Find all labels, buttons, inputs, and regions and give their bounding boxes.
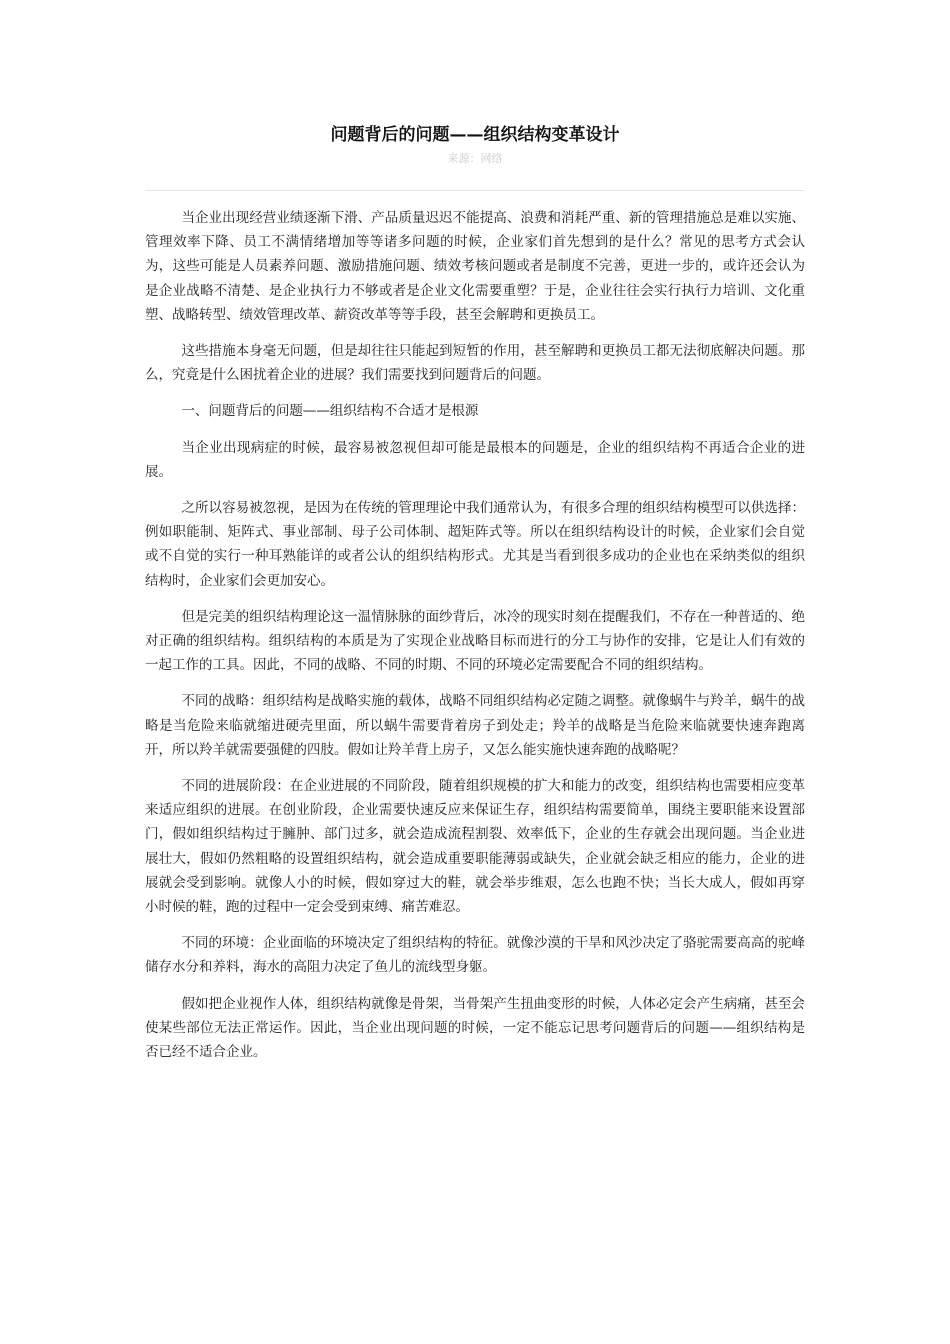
paragraph: 但是完美的组织结构理论这一温情脉脉的面纱背后，冰冷的现实时刻在提醒我们，不存在一种普适的、绝对正确的组织结构。组织结构的本质是为了实现企业战略目标而进行的分工与协作的安排，它是让人们有效的一起工作的工具。因此，不同的战略、不同的时期、不同的环境必定需要配合不同的组织结构。 — [145, 608, 805, 674]
article-source: 来源：网络 — [447, 152, 503, 165]
paragraph: 假如把企业视作人体，组织结构就像是骨架，当骨架产生扭曲变形的时候，人体必定会产生病痛，甚至会使某些部位无法正常运作。因此，当企业出现问题的时候，一定不能忘记思考问题背后的问题——组织结构是否已经不适合企业。 — [145, 995, 805, 1061]
article-body — [145, 206, 805, 1076]
paragraph: 这些措施本身毫无问题，但是却往往只能起到短暂的作用，甚至解聘和更换员工都无法彻底解决问题。那么，究竟是什么困扰着企业的进展？我们需要找到问题背后的问题。 — [145, 343, 805, 384]
paragraph: 不同的环境：企业面临的环境决定了组织结构的特征。就像沙漠的干旱和风沙决定了骆驼需要高高的驼峰储存水分和养料，海水的高阻力决定了鱼儿的流线型身躯。 — [145, 935, 805, 976]
section-heading: 一、问题背后的问题——组织结构不合适才是根源 — [181, 403, 479, 420]
paragraph: 当企业出现病症的时候，最容易被忽视但却可能是最根本的问题是，企业的组织结构不再适合企业的进展。 — [145, 439, 805, 480]
paragraph: 不同的战略：组织结构是战略实施的载体，战略不同组织结构必定随之调整。就像蜗牛与羚羊，蜗牛的战略是当危险来临就缩进硬壳里面，所以蜗牛需要背着房子到处走；羚羊的战略是当危险来临就要快速奔跑离开，所以羚羊就需要强健的四肢。假如让羚羊背上房子，又怎么能实施快速奔跑的战略呢？ — [145, 693, 805, 758]
paragraph: 不同的进展阶段：在企业进展的不同阶段，随着组织规模的扩大和能力的改变，组织结构也需要相应变革来适应组织的进展。在创业阶段，企业需要快速反应来保证生存，组织结构需要简单，围绕主要职能来设置部门，假如组织结构过于臃肿、部门过多，就会造成流程割裂、效率低下，企业的生存就会出现问题。当企业进展壮大，假如仍然粗略的设置组织结构，就会造成重要职能薄弱或缺失，企业就会缺乏相应的能力，企业的进展就会受到影响。就像人小的时候，假如穿过大的鞋，就会举步维艰，怎么也跑不快；当长大成人，假如再穿小时候的鞋，跑的过程中一定会受到束缚、痛苦难忍。 — [145, 778, 805, 916]
article-title: 问题背后的问题——组织结构变革设计 — [330, 125, 620, 145]
paragraph: 之所以容易被忽视，是因为在传统的管理理论中我们通常认为，有很多合理的组织结构模型可以供选择：例如职能制、矩阵式、事业部制、母子公司体制、超矩阵式等。所以在组织结构设计的时候，企业家们会自觉或不自觉的实行一种耳熟能详的或者公认的组织结构形式。尤其是当看到很多成功的企业也在采纳类似的组织结构时，企业家们会更加安心。 — [145, 500, 805, 589]
title-divider — [145, 190, 805, 191]
paragraph: 当企业出现经营业绩逐渐下滑、产品质量迟迟不能提高、浪费和消耗严重、新的管理措施总是难以实施、管理效率下降、员工不满情绪增加等等诸多问题的时候，企业家们首先想到的是什么？常见的思考方式会认为，这些可能是人员素养问题、激励措施问题、绩效考核问题或者是制度不完善，更进一步的，或许还会认为是企业战略不清楚、是企业执行力不够或者是企业文化需要重塑？于是，企业往往会实行执行力培训、文化重塑、战略转型、绩效管理改革、薪资改革等等手段，甚至会解聘和更换员工。 — [145, 210, 805, 323]
